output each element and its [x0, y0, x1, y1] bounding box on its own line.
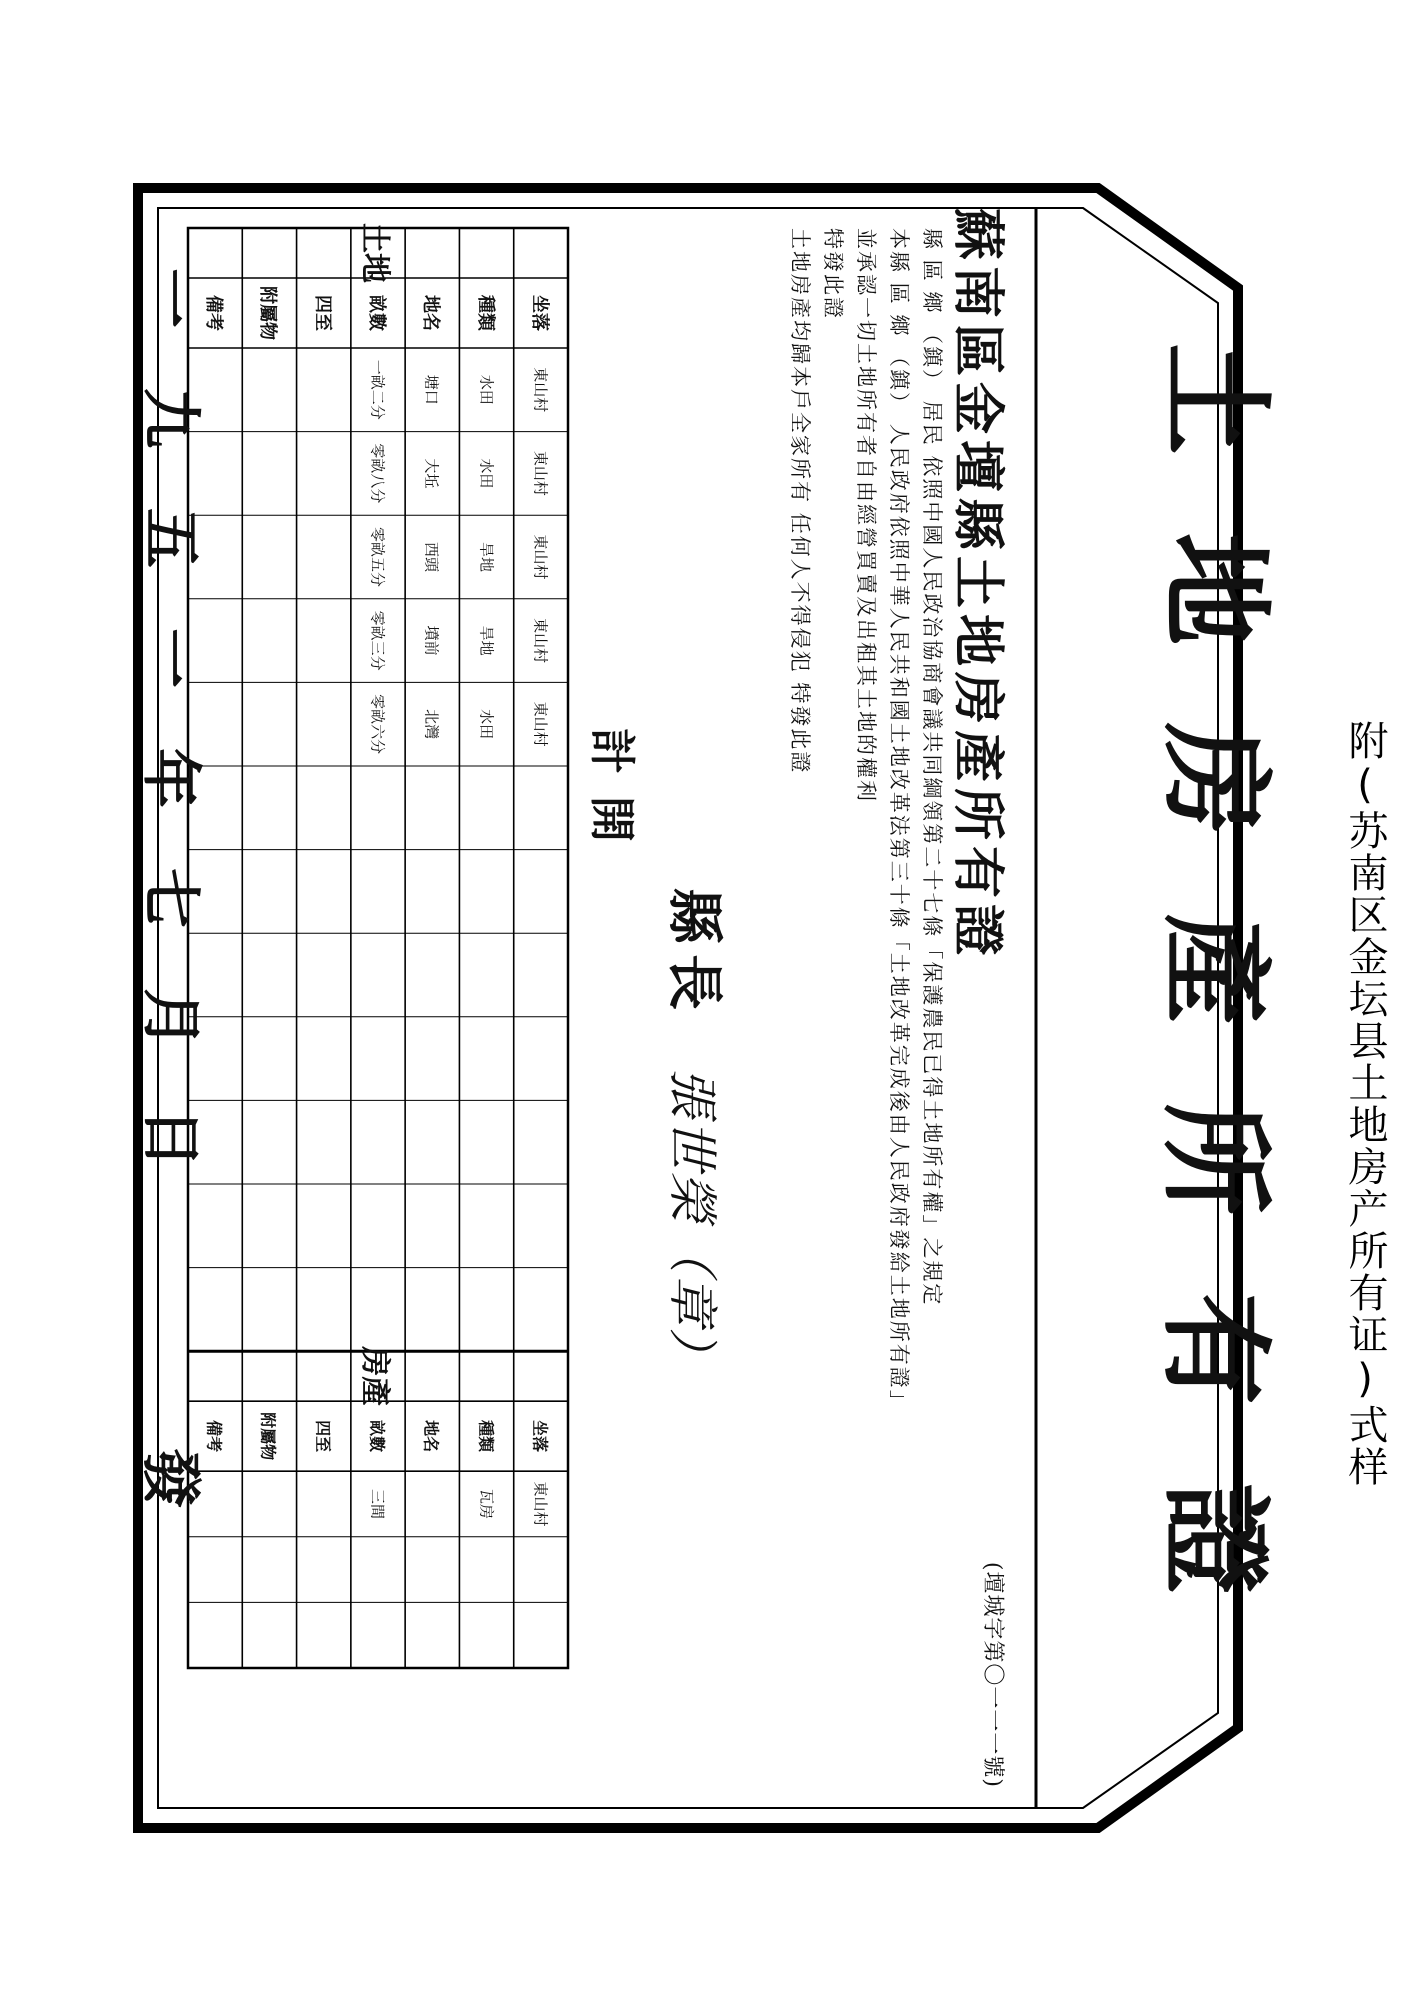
list-label: 計開 — [585, 728, 639, 864]
row-label: 畝數 — [367, 1420, 387, 1453]
land-cell-place: 東山村 — [531, 450, 550, 496]
row-label: 備考 — [204, 1420, 224, 1453]
section-land-label: 土地 — [357, 223, 392, 283]
certificate-number: (壇城字第〇一一一號) — [980, 1561, 1005, 1788]
land-cell-place: 東山村 — [531, 534, 550, 580]
issuer-label: 縣長 — [661, 888, 727, 1020]
land-cell-kind: 旱地 — [477, 625, 496, 656]
issuer-signature: 張世榮（章） — [663, 1067, 721, 1380]
issuer — [658, 888, 738, 1380]
figure-caption: 附(苏南区金坛县土地房产所有证)式样 — [1342, 720, 1388, 1488]
row-label: 備考 — [203, 295, 225, 331]
certificate-title: 土地房產所有證 — [1149, 343, 1280, 1673]
row-label: 地名 — [420, 295, 442, 331]
row-label: 種類 — [474, 295, 496, 331]
house-cell-place: 東山村 — [531, 1481, 550, 1527]
land-cell-area: 零畝六分 — [368, 694, 387, 755]
land-cell-place: 東山村 — [531, 701, 550, 747]
land-cell-name: 塘口 — [422, 374, 441, 405]
row-label: 畝數 — [366, 295, 387, 331]
row-label: 附屬物 — [258, 1412, 278, 1461]
row-label: 四至 — [313, 1420, 333, 1453]
land-cell-kind: 水田 — [477, 458, 496, 489]
land-cell-name: 大坵 — [422, 458, 441, 489]
row-label: 地名 — [421, 1420, 441, 1453]
land-cell-name: 北灣 — [422, 709, 441, 740]
land-cell-area: 零畝三分 — [368, 610, 387, 671]
land-cell-name: 墳前 — [422, 625, 441, 656]
land-cell-area: 零畝五分 — [368, 526, 387, 588]
land-certificate — [118, 168, 1298, 1848]
house-cell-count: 三間 — [368, 1488, 387, 1520]
land-cell-place: 東山村 — [531, 618, 550, 664]
land-cell-area: 零畝八分 — [368, 443, 387, 504]
decree-line: 並承認一切土地所有者自由經營買賣及出租其土地的權利 — [854, 228, 878, 803]
row-label: 四至 — [311, 295, 333, 331]
decree-text — [783, 228, 948, 1668]
issue-date: 一九五一年七月日 — [135, 268, 205, 1228]
issue-label: 發 — [135, 1448, 205, 1508]
land-cell-area: 一畝二分 — [368, 359, 387, 420]
decree-line: 特發此證 — [821, 228, 845, 320]
row-label: 種類 — [476, 1420, 496, 1453]
house-cell-kind: 瓦房 — [477, 1488, 496, 1520]
row-label: 坐落 — [530, 1420, 550, 1453]
header-text: 蘇南區金壇縣土地房產所有證 — [947, 208, 1008, 963]
decree-line: 縣 區 鄉 （鎮） 居民 依照中國人民政治協商會議共同綱領第二十七條「保護農民已得土地所有權」之規定 — [920, 228, 944, 1307]
decree-line: 本縣 區 鄉 （鎮） 人民政府依照中華人民共和國土地改革法第三十條「土地改革完成後由人民政府發給土地所有證」 — [887, 228, 911, 1413]
land-cell-kind: 水田 — [477, 709, 496, 740]
land-cell-kind: 旱地 — [477, 541, 496, 573]
section-house-label: 房產 — [357, 1346, 392, 1407]
land-cell-place: 東山村 — [531, 367, 550, 413]
decree-line: 土地房產均歸本戶全家所有 任何人不得侵犯 特發此證 — [788, 228, 812, 775]
land-cell-kind: 水田 — [477, 374, 496, 405]
land-cell-name: 西頭 — [422, 541, 441, 573]
row-label: 坐落 — [528, 295, 550, 331]
certificate-header — [947, 208, 1020, 1788]
row-label: 附屬物 — [257, 286, 279, 340]
